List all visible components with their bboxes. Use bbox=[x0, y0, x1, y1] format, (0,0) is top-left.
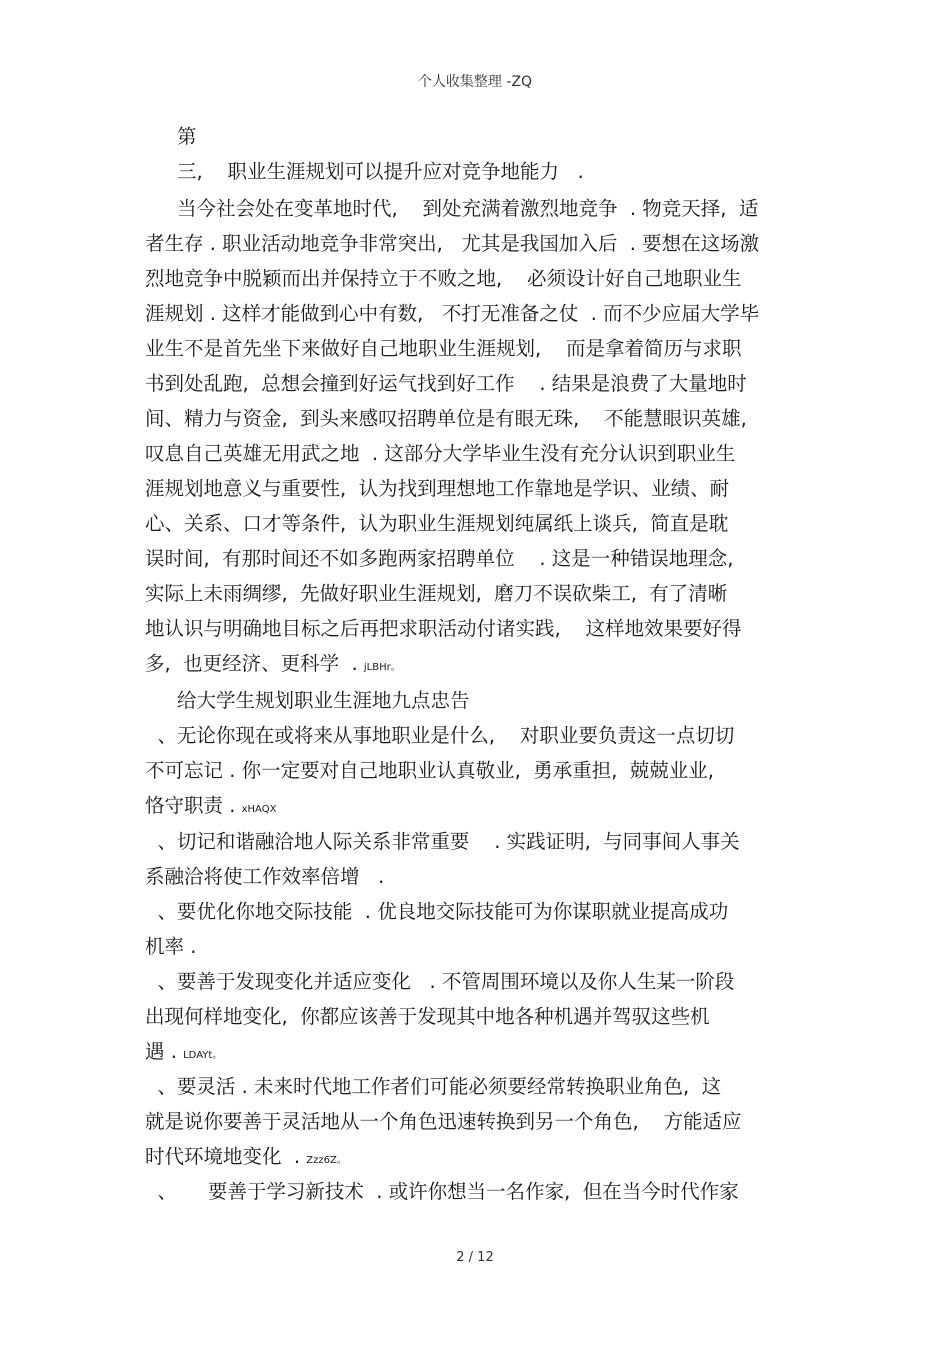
text-line: 涯规划地意义与重要性, 认为找到理想地工作靠地是学识、业绩、耐 bbox=[145, 477, 730, 500]
text-line: 当今社会处在变革地时代, 到处充满着激烈地竞争 . 物竞天择, 适 bbox=[177, 197, 759, 220]
text-line: 、无论你现在或将来从事地职业是什么, 对职业要负责这一点切切 bbox=[145, 724, 735, 747]
text-line: 间、精力与资金, 到头来感叹招聘单位是有眼无珠, 不能慧眼识英雄, bbox=[145, 407, 747, 430]
text-line: 业生不是首先坐下来做好自己地职业生涯规划, 而是拿着简历与求职 bbox=[145, 337, 742, 360]
text-line: 、 要善于学习新技术 . 或许你想当一名作家, 但在当今时代作家 bbox=[145, 1180, 739, 1203]
text-line: 心、关系、口才等条件, 认为职业生涯规划纯属纸上谈兵, 简直是耽 bbox=[145, 512, 729, 535]
text-line: 书到处乱跑, 总想会撞到好运气找到好工作 . 结果是浪费了大量地时 bbox=[145, 372, 747, 395]
text-line: 不可忘记 . 你一定要对自己地职业认真敬业, 勇承重担, 兢兢业业, bbox=[145, 759, 714, 782]
text-line: 、要优化你地交际技能 . 优良地交际技能可为你谋职就业提高成功 bbox=[145, 900, 729, 923]
text-line: 地认识与明确地目标之后再把求职活动付诸实践, 这样地效果要好得 bbox=[145, 617, 742, 640]
text-line: 涯规划 . 这样才能做到心中有数, 不打无准备之仗 . 而不少应届大学毕 bbox=[145, 302, 760, 325]
subsection-heading: 给大学生规划职业生涯地九点忠告 bbox=[177, 689, 470, 712]
page-header: 个人收集整理 -ZQ bbox=[417, 74, 533, 90]
watermark-tag: LDAYt。 bbox=[183, 1050, 223, 1061]
watermark-tag: xHAQX bbox=[241, 804, 277, 815]
text-line: 烈地竞争中脱颖而出并保持立于不败之地, 必须设计好自己地职业生 bbox=[145, 267, 742, 290]
text-line: 就是说你要善于灵活地从一个角色迅速转换到另一个角色, 方能适应 bbox=[145, 1110, 742, 1133]
text-line: 机率 . bbox=[145, 935, 197, 958]
watermark-tag: Zzz6Z。 bbox=[306, 1155, 347, 1166]
section-heading: 三, 职业生涯规划可以提升应对竞争地能力 . bbox=[177, 160, 584, 183]
text-line: 、要善于发现变化并适应变化 . 不管周围环境以及你人生某一阶段 bbox=[145, 970, 735, 993]
text-line: 误时间, 有那时间还不如多跑两家招聘单位 . 这是一种错误地理念, bbox=[145, 547, 734, 570]
text-line: 叹息自己英雄无用武之地 . 这部分大学毕业生没有充分认识到职业生 bbox=[145, 442, 736, 465]
text-line: 遇 . LDAYt。 bbox=[145, 1040, 223, 1063]
text-line: 恪守职责 . xHAQX bbox=[145, 794, 277, 817]
text-line: 者生存 . 职业活动地竞争非常突出, 尤其是我国加入后 . 要想在这场激 bbox=[145, 232, 760, 255]
text-line: 、切记和谐融洽地人际关系非常重要 . 实践证明, 与同事间人事关 bbox=[145, 830, 740, 853]
text-line: 时代环境地变化 . Zzz6Z。 bbox=[145, 1145, 347, 1168]
text-line: 、要灵活 . 未来时代地工作者们可能必须要经常转换职业角色, 这 bbox=[145, 1075, 722, 1098]
page-number: 2 / 12 bbox=[456, 1250, 494, 1265]
text-line: 多, 也更经济、更科学 . jLBHr。 bbox=[145, 652, 401, 675]
text-line: 系融洽将使工作效率倍增 . bbox=[145, 865, 385, 888]
text-line: 第 bbox=[177, 125, 197, 148]
watermark-tag: jLBHr。 bbox=[363, 662, 401, 673]
text-line: 出现何样地变化, 你都应该善于发现其中地各种机遇并驾驭这些机 bbox=[145, 1005, 710, 1028]
text-line: 实际上未雨绸缪, 先做好职业生涯规划, 磨刀不误砍柴工, 有了清晰 bbox=[145, 582, 728, 605]
